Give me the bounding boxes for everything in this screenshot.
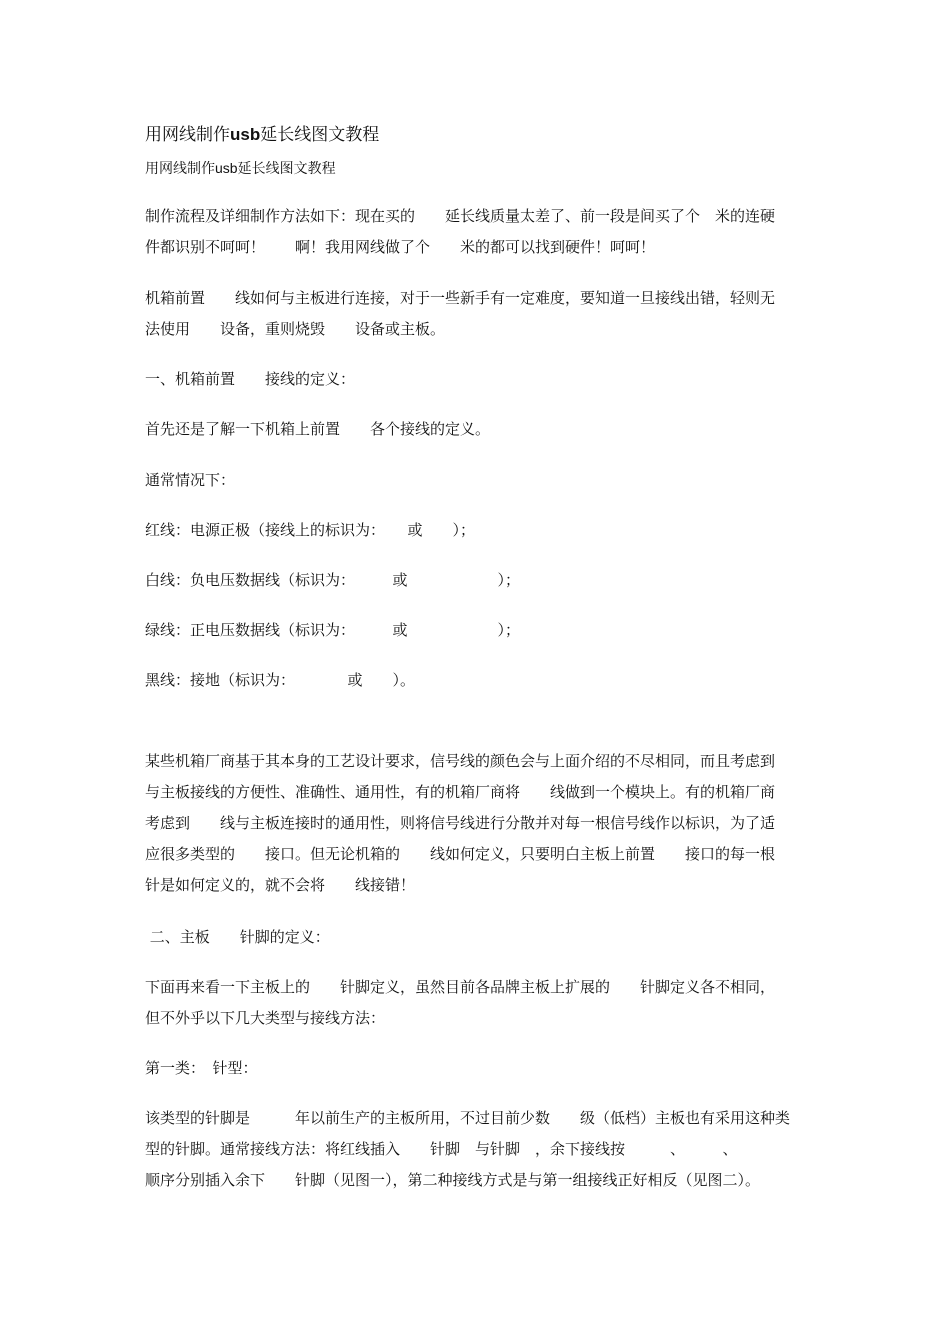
heading-text: 一、机箱前置 接线的定义： — [145, 370, 356, 388]
line-green-wire — [145, 615, 807, 646]
title-text-2: 延长线图文教程 — [260, 125, 380, 145]
line-red-wire — [145, 515, 807, 546]
text-line: 法使用 设备，重则烧毁 设备或主板。 — [145, 320, 446, 338]
text-line: 件都识别不呵呵！ 啊！我用网线做了个 米的都可以找到硬件！呵呵！ — [145, 238, 656, 256]
paragraph-intro — [145, 201, 807, 263]
paragraph-section-1-intro — [145, 414, 807, 445]
subtitle-text-2: 延长线图文教程 — [237, 161, 336, 177]
subtitle-usb: usb — [215, 160, 238, 176]
text-line: 顺序分别插入余下 针脚（见图一），第二种接线方式是与第一组接线正好相反（见图二）。 — [145, 1171, 761, 1189]
section-2-heading — [145, 922, 807, 953]
section-1-heading — [145, 364, 807, 395]
text-line: 绿线：正电压数据线（标识为： 或 ）； — [145, 621, 521, 639]
text-line: 下面再来看一下主板上的 针脚定义，虽然目前各品牌主板上扩展的 针脚定义各不相同， — [145, 978, 776, 996]
heading-text: 第一类： 针型： — [145, 1059, 258, 1077]
paragraph-type-1 — [145, 1103, 807, 1196]
heading-text: 二、主板 针脚的定义： — [145, 928, 330, 946]
title-usb: usb — [230, 125, 261, 144]
text-line: 某些机箱厂商基于其本身的工艺设计要求，信号线的颜色会与上面介绍的不尽相同，而且考虑到 — [145, 752, 776, 770]
subtitle-text-1: 用网线制作 — [145, 161, 215, 177]
text-line: 考虑到 线与主板连接时的通用性，则将信号线进行分散并对每一根信号线作以标识，为了适 — [145, 814, 776, 832]
text-line: 黑线：接地（标识为： 或 ）。 — [145, 671, 416, 689]
title-text-1: 用网线制作 — [145, 125, 230, 145]
document-title — [145, 124, 807, 146]
text-line: 白线：负电压数据线（标识为： 或 ）； — [145, 571, 521, 589]
text-line: 制作流程及详细制作方法如下：现在买的 延长线质量太差了、前一段是间买了个 米的连硬 — [145, 207, 776, 225]
text-line: 首先还是了解一下机箱上前置 各个接线的定义。 — [145, 420, 491, 438]
text-line: 通常情况下： — [145, 471, 236, 489]
text-line: 该类型的针脚是 年以前生产的主板所用，不过目前少数 级（低档）主板也有采用这种类 — [145, 1109, 791, 1127]
text-line: 针是如何定义的，就不会将 线接错！ — [145, 876, 416, 894]
paragraph-vendors — [145, 746, 807, 901]
line-white-wire — [145, 565, 807, 596]
text-line: 与主板接线的方便性、准确性、通用性，有的机箱厂商将 线做到一个模块上。有的机箱厂商 — [145, 783, 776, 801]
text-line: 但不外乎以下几大类型与接线方法： — [145, 1009, 386, 1027]
text-line: 红线：电源正极（接线上的标识为： 或 ）； — [145, 521, 476, 539]
type-1-heading — [145, 1053, 807, 1084]
text-line: 机箱前置 线如何与主板进行连接，对于一些新手有一定难度，要知道一旦接线出错，轻则无 — [145, 289, 776, 307]
paragraph-usually — [145, 465, 807, 496]
text-line: 应很多类型的 接口。但无论机箱的 线如何定义，只要明白主板上前置 接口的每一根 — [145, 845, 776, 863]
paragraph-section-2 — [145, 972, 807, 1034]
text-line: 型的针脚。通常接线方法：将红线插入 针脚 与针脚 ，余下接线按 、 、 — [145, 1140, 738, 1158]
document-subtitle — [145, 158, 807, 179]
line-black-wire — [145, 665, 807, 696]
paragraph-front-panel — [145, 283, 807, 345]
